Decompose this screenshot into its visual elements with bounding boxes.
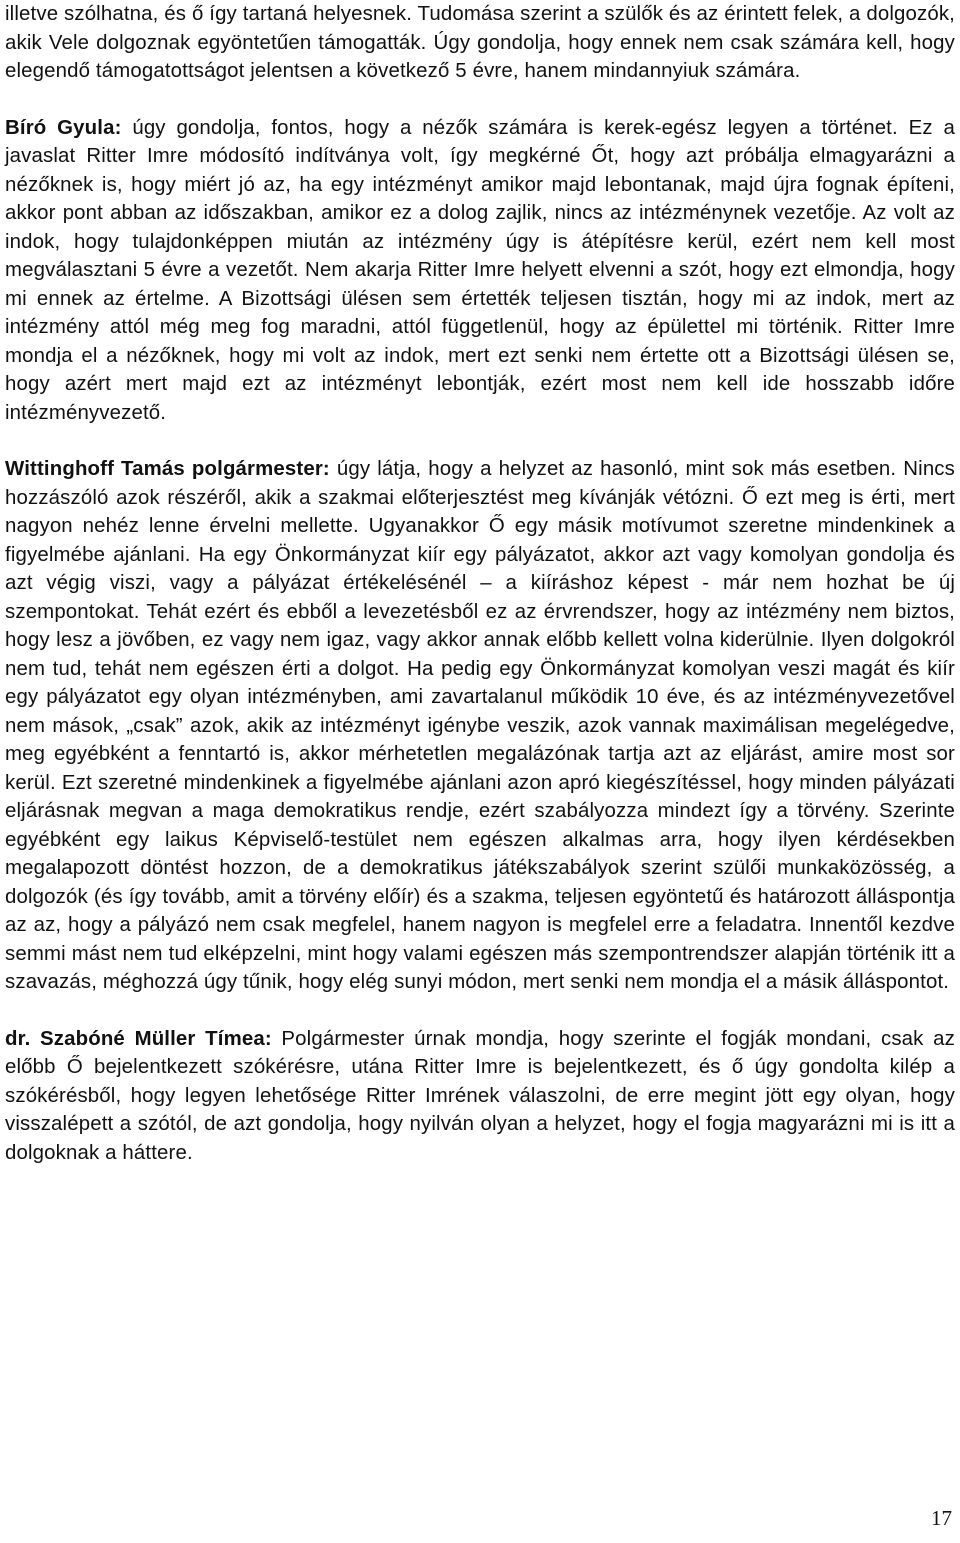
paragraph-continuation xyxy=(5,0,955,86)
paragraph-gap xyxy=(5,86,955,114)
document-body xyxy=(5,0,955,1167)
speaker-name: dr. Szabóné Müller Tímea: xyxy=(5,1027,272,1050)
paragraph-gap xyxy=(5,427,955,455)
page-number: 17 xyxy=(931,1506,952,1530)
paragraph-text: Polgármester úrnak mondja, hogy szerinte el fogják mondani, csak az előbb Ő bejelentkezett szókérésre, utána Ritter Imre is bejelentkezett, és ő úgy gondolta kilép a szókérésből, hogy legyen lehetősége Ritter Imrének válaszolni, de erre megint jött egy olyan, hogy visszalépett a szótól, de azt gondolja, hogy nyilván olyan a helyzet, hogy el fogja magyarázni mi is itt a dolgoknak a háttere. xyxy=(5,1027,955,1164)
paragraph-gap xyxy=(5,997,955,1025)
paragraph-text: úgy látja, hogy a helyzet az hasonló, mint sok más esetben. Nincs hozzászóló azok részéről, akik a szakmai előterjesztést meg kívánják vétózni. Ő ezt meg is érti, mert nagyon nehéz lenne érvelni mellette. Ugyanakkor Ő egy másik motívumot szeretne mindenkinek a figyelmébe ajánlani. Ha egy Önkormányzat kiír egy pályázatot, akkor azt vagy komolyan gondolja és azt végig viszi, vagy a pályázat értékelésénél – a kiíráshoz képest - már nem hozhat be új szempontokat. Tehát ezért és ebből a levezetésből ez az érvrendszer, hogy az intézmény nem biztos, hogy lesz a jövőben, ez vagy nem igaz, vagy akkor annak előbb kellett volna kiderülnie. Ilyen dolgokról nem tud, tehát nem egészen érti a dolgot. Ha pedig egy Önkormányzat komolyan veszi magát és kiír egy pályázatot egy olyan intézményben, ami zavartalanul működik 10 éve, és az intézményvezetővel nem mások, „csak” azok, akik az intézményt igénybe veszik, azok vannak maximálisan megelégedve, meg egyébként a fenntartó is, akkor mérhetetlen megalázónak tartja azt az eljárást, amire most sor kerül. Ezt szeretné mindenkinek a figyelmébe ajánlani azon apró kiegészítéssel, hogy minden pályázati eljárásnak megvan a maga demokratikus rendje, ezért szabályozza mindezt így a törvény. Szerinte egyébként egy laikus Képviselő-testület nem egészen alkalmas arra, hogy ilyen kérdésekben megalapozott döntést hozzon, de a demokratikus játékszabályok szerint szülői munkaközösség, a dolgozók (és így tovább, amit a törvény előír) és a szakma, teljesen egyöntetű és határozott álláspontja az az, hogy a pályázó nem csak megfelel, hanem nagyon is megfelel erre a feladatra. Innentől kezdve semmi mást nem tud elképzelni, mint hogy valami egészen más szempontrendszer alapján történik itt a szavazás, méghozzá úgy tűnik, hogy elég sunyi módon, mert senki nem mondja el a másik álláspontot. xyxy=(5,458,955,993)
paragraph-wittinghoff-tamas xyxy=(5,455,955,997)
paragraph-text: úgy gondolja, fontos, hogy a nézők számára is kerek-egész legyen a történet. Ez a javaslat Ritter Imre módosító indítványa volt, így megkérné Őt, hogy azt próbálja elmagyarázni a nézőknek is, hogy miért jó az, ha egy intézményt amikor majd lebontanak, majd újra fognak építeni, akkor pont abban az időszakban, amikor ez a dolog zajlik, nincs az intézménynek vezetője. Az volt az indok, hogy tulajdonképpen miután az intézmény úgy is átépítésre kerül, ezért nem kell most megválasztani 5 évre a vezetőt. Nem akarja Ritter Imre helyett elvenni a szót, hogy ezt elmondja, hogy mi ennek az értelme. A Bizottsági ülésen sem értették teljesen tisztán, hogy mi az indok, mert az intézmény attól még meg fog maradni, attól függetlenül, hogy az épülettel mi történik. Ritter Imre mondja el a nézőknek, hogy mi volt az indok, mert ezt senki nem értette ott a Bizottsági ülésen se, hogy azért mert majd ezt az intézményt lebontják, ezért most nem kell ide hosszabb időre intézményvezető. xyxy=(5,116,955,424)
paragraph-text: illetve szólhatna, és ő így tartaná helyesnek. Tudomása szerint a szülők és az érintett felek, a dolgozók, akik Vele dolgoznak egyöntetűen támogatták. Úgy gondolja, hogy ennek nem csak számára kell, hogy elegendő támogatottságot jelentsen a következő 5 évre, hanem mindannyiuk számára. xyxy=(5,3,955,82)
paragraph-biro-gyula xyxy=(5,114,955,428)
speaker-name: Bíró Gyula: xyxy=(5,116,122,139)
paragraph-szabone-muller-timea xyxy=(5,1025,955,1168)
speaker-name: Wittinghoff Tamás polgármester: xyxy=(5,458,330,480)
